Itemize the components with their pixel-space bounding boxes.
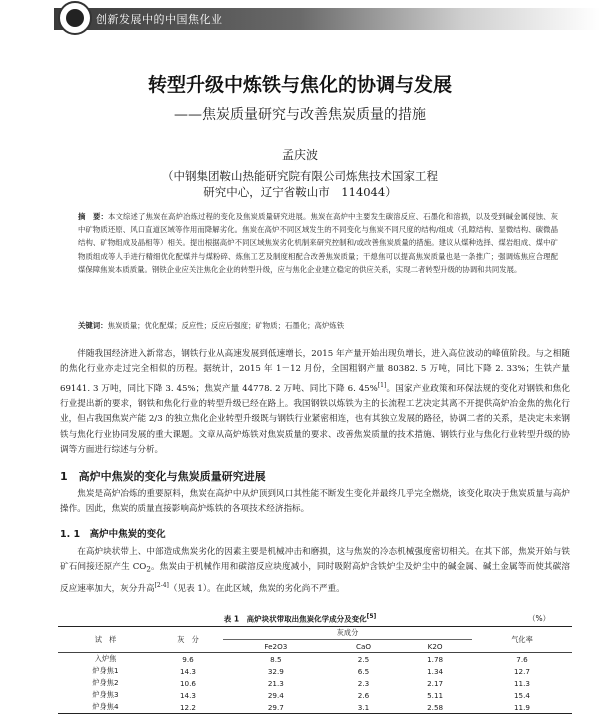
cell-k2o: 1.78 <box>427 654 444 664</box>
affiliation-line-2: 研究中心，辽宁省鞍山市 114044） <box>203 185 397 199</box>
cell-sample: 炉身焦4 <box>58 701 153 714</box>
cell-cao: 2.5 <box>357 654 370 664</box>
table-row <box>58 689 572 701</box>
sub11-text-a: 在高炉块状带上、中部造成焦炭劣化的因素主要是机械冲击和磨损，这与焦炭的冷态机械强度密切相关。在其下部，焦炭开始与铁矿石间接还原产生 CO <box>60 547 570 573</box>
cell-k2o: 1.34 <box>427 666 444 676</box>
abstract-label: 摘 要： <box>78 212 109 221</box>
sub11-text-b: 。焦炭由于机械作用和碳溶反应块度减小，同时吸附高炉含铁炉尘及炉尘中的碱金属、碱土金属等而使其碳溶反应速率加大，灰分升高 <box>60 562 570 594</box>
abstract-text: 本文综述了焦炭在高炉冶炼过程的变化及焦炭质量研究进展。焦炭在高炉中主要发生碳溶反应、石墨化和溶损，以及受到碱金属侵蚀、灰中矿物质还原、风口直道区域等作用而降解劣化。焦炭在高炉不同区域发生的不同变化与焦炭不同尺度的结构/组成（孔隙结构、显微结构、碳微晶结构、矿物组成及晶相等）相关。提出根据高炉不同区域焦炭劣化机制来研究控制和/或改善焦炭质量的措施。建议从煤种选择、煤岩组成、煤中矿物质组成等人手进行精细优化配煤并与煤粉碎、炼焦工艺及制度相配合改善焦炭质量；干熄焦可以提高焦炭质量也是一条推广；强调炼焦应合理配煤保障焦炭本质质量。钢铁企业应关注焦化企业的转型升级，应与焦化企业建立稳定的供应关系，实现二者转型升级的协调和共同发展。 <box>78 212 558 274</box>
table-1 <box>58 626 572 714</box>
table-1-caption <box>0 613 600 625</box>
col-sample: 试 样 <box>58 627 153 653</box>
col-ash-composition: 灰成分 <box>223 627 472 640</box>
running-header <box>0 0 600 36</box>
keywords <box>78 320 558 332</box>
col-k2o: K2O <box>398 640 472 653</box>
cell-fe2o3: 29.7 <box>223 701 329 714</box>
col-ash: 灰 分 <box>153 627 223 653</box>
intro-ref: [1] <box>377 381 387 389</box>
table-1-unit: （%） <box>528 614 551 623</box>
cell-gasification: 11.9 <box>472 701 572 714</box>
intro-text-b: 。国家产业政策和环保法规的变化对钢铁和焦化行业提出新的要求，钢铁和焦化行业的转型升级已经在路上。我国钢铁以炼铁为主的长流程工艺决定其离不开提供高炉冶金焦的焦化行业，但占我国焦炭产能 2/3 的独立焦化企业转型升级既与钢铁行业紧密相连，也有其独立发展的路径，协调二者的关系，是决定未来钢铁与焦化行业协同发展的重大课题。文章从高炉炼铁对焦炭质量的要求、改善焦炭质量的技术措施、钢铁行业与焦化行业转型升级的协调等方面进行综述与分析。 <box>60 383 570 456</box>
cell-sample: 入炉焦 <box>94 654 117 663</box>
journal-logo-icon <box>58 1 92 35</box>
running-head-text: 创新发展中的中国焦化业 <box>96 13 223 26</box>
cell-sample: 炉身焦1 <box>92 666 119 675</box>
col-gasification: 气化率 <box>472 627 572 653</box>
keywords-text: 焦炭质量；优化配煤；反应性；反应后强度；矿物质；石墨化；高炉炼铁 <box>107 321 345 330</box>
intro-paragraph <box>60 347 570 459</box>
cell-fe2o3: 32.9 <box>267 666 284 676</box>
cell-k2o: 2.58 <box>398 701 472 714</box>
table-row <box>58 665 572 677</box>
sub11-text-c: （见表 1）。在此区域，焦炭的劣化尚不严重。 <box>168 583 345 594</box>
cell-sample: 炉身焦3 <box>92 690 119 699</box>
section-1-heading: 1 高炉中焦炭的变化与焦炭质量研究进展 <box>60 470 266 483</box>
subsection-1-1-heading: 1. 1 高炉中焦炭的变化 <box>60 529 166 540</box>
cell-cao: 2.3 <box>357 678 370 688</box>
cell-gasification: 11.3 <box>513 678 530 688</box>
cell-ash: 9.6 <box>182 654 194 664</box>
section-1-paragraph: 焦炭是高炉冶炼的重要原料，焦炭在高炉中从炉顶到风口其性能不断发生变化并最终几乎完全燃烧，该变化取决于焦炭质量与高炉操作。因此，焦炭的质量直接影响高炉炼铁的各项技术经济指标。 <box>60 489 570 515</box>
subsection-1-1-paragraph <box>60 545 570 597</box>
cell-k2o: 5.11 <box>427 690 444 700</box>
cell-gasification: 12.7 <box>513 666 530 676</box>
table-1-caption-text: 表 1 高炉块状带取出焦炭化学成分及变化 <box>223 614 367 624</box>
table-1-caption-ref: [5] <box>366 613 377 620</box>
cell-cao: 6.5 <box>357 666 370 676</box>
cell-ash: 14.3 <box>179 666 196 676</box>
affiliation-line-1: （中钢集团鞍山热能研究院有限公司炼焦技术国家工程 <box>162 169 438 183</box>
cell-fe2o3: 8.5 <box>270 654 282 664</box>
paper-title: 转型升级中炼铁与焦化的协调与发展 <box>147 74 452 96</box>
paper-subtitle: ——焦炭质量研究与改善焦炭质量的措施 <box>174 107 426 123</box>
cell-cao: 3.1 <box>329 701 398 714</box>
cell-fe2o3: 21.3 <box>267 678 284 688</box>
intro-text-a: 伴随我国经济进入新常态，钢铁行业从高速发展到低速增长，2015 年产量开始出现负增长，进入高位波动的峰值阶段。与之相随的焦化行业亦走过完全相似的历程。据统计，2015 年 1－12 月份，全国粗钢产量 80382. 5 万吨，同比下降 2. 33%；生铁产量 69141. 3 万吨，同比下降 3. 45%；焦炭产量 44778. 2 万吨、同比下降 6. 45% <box>60 349 570 394</box>
abstract <box>78 210 558 276</box>
col-cao: CaO <box>329 640 398 653</box>
author-name: 孟庆波 <box>281 148 318 162</box>
cell-sample: 炉身焦2 <box>92 678 119 687</box>
table-row <box>58 653 572 666</box>
table-row <box>58 677 572 689</box>
cell-k2o: 2.17 <box>427 678 444 688</box>
cell-ash: 14.3 <box>179 690 196 700</box>
cell-ash: 10.6 <box>179 678 196 688</box>
sub11-ref: [2-4] <box>154 581 169 589</box>
table-row <box>58 701 572 714</box>
cell-gasification: 7.6 <box>516 654 528 664</box>
keywords-label: 关键词： <box>78 321 108 330</box>
co2-subscript: 2 <box>146 565 151 575</box>
logo-core <box>66 9 84 27</box>
cell-fe2o3: 29.4 <box>267 690 284 700</box>
cell-gasification: 15.4 <box>513 690 530 700</box>
cell-ash: 12.2 <box>153 701 223 714</box>
col-fe2o3: Fe2O3 <box>223 640 329 653</box>
cell-cao: 2.6 <box>357 690 370 700</box>
